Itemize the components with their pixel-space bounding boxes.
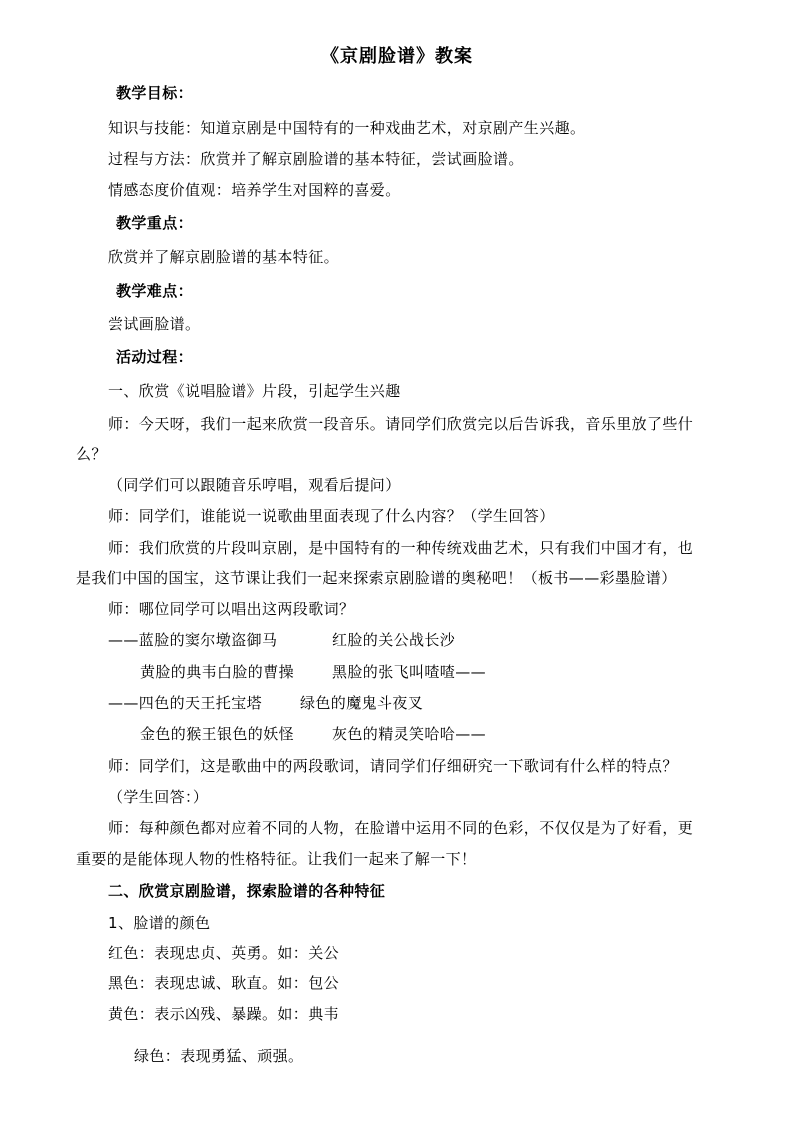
- paragraph-8-line-2: 重要的是能体现人物的性格特征。让我们一起来了解一下！: [76, 850, 477, 868]
- step1-heading: 一、欣赏《说唱脸谱》片段，引起学生兴趣: [108, 382, 401, 400]
- difficulty-text: 尝试画脸谱。: [108, 315, 201, 333]
- lyric-line-2a: 黄脸的典韦白脸的曹操: [140, 663, 295, 681]
- paragraph-1-line-1: 师：今天呀，我们一起来欣赏一段音乐。请同学们欣赏完以后告诉我，音乐里放了些什: [108, 415, 694, 433]
- color-black: 黑色：表现忠诚、耿直。如：包公: [108, 974, 340, 992]
- lyric-line-1a: ——蓝脸的窦尔墩盗御马: [108, 631, 278, 649]
- lyric-line-2b: 黑脸的张飞叫喳喳——: [332, 663, 487, 681]
- goals-heading: 教学目标：: [116, 84, 194, 102]
- goal-knowledge: 知识与技能：知道京剧是中国特有的一种戏曲艺术，对京剧产生兴趣。: [108, 119, 586, 137]
- lyric-line-3a: ——四色的天王托宝塔: [108, 694, 263, 712]
- step2-heading: 二、欣赏京剧脸谱，探索脸谱的各种特征: [108, 882, 386, 900]
- document-title: 《京剧脸谱》教案: [321, 46, 473, 67]
- lyric-line-1b: 红脸的关公战长沙: [332, 631, 456, 649]
- paragraph-2: （同学们可以跟随音乐哼唱，观看后提问）: [108, 476, 401, 494]
- color-green: 绿色：表现勇猛、顽强。: [134, 1047, 304, 1065]
- paragraph-3: 师：同学们，谁能说一说歌曲里面表现了什么内容？（学生回答）: [108, 507, 555, 525]
- paragraph-5: 师：哪位同学可以唱出这两段歌词？: [108, 600, 355, 618]
- paragraph-7: （学生回答：）: [108, 788, 209, 806]
- paragraph-1-line-2: 么？: [76, 445, 107, 463]
- paragraph-4-line-1: 师：我们欣赏的片段叫京剧，是中国特有的一种传统戏曲艺术，只有我们中国才有，也: [108, 539, 694, 557]
- paragraph-8-line-1: 师：每种颜色都对应着不同的人物，在脸谱中运用不同的色彩，不仅仅是为了好看，更: [108, 819, 694, 837]
- lyric-line-3b: 绿色的魔鬼斗夜叉: [300, 694, 424, 712]
- key-text: 欣赏并了解京剧脸谱的基本特征。: [108, 248, 340, 266]
- goal-process: 过程与方法：欣赏并了解京剧脸谱的基本特征，尝试画脸谱。: [108, 150, 524, 168]
- subheading-colors: 1、脸谱的颜色: [108, 914, 211, 932]
- lyric-line-4a: 金色的猴王银色的妖怪: [140, 725, 295, 743]
- goal-attitude: 情感态度价值观：培养学生对国粹的喜爱。: [108, 181, 401, 199]
- lyric-line-4b: 灰色的精灵笑哈哈——: [332, 725, 487, 743]
- color-red: 红色：表现忠贞、英勇。如：关公: [108, 944, 340, 962]
- key-heading: 教学重点：: [116, 214, 194, 232]
- color-yellow: 黄色：表示凶残、暴躁。如：典韦: [108, 1005, 340, 1023]
- paragraph-6: 师：同学们，这是歌曲中的两段歌词，请同学们仔细研究一下歌词有什么样的特点？: [108, 757, 678, 775]
- paragraph-4-line-2: 是我们中国的国宝，这节课让我们一起来探索京剧脸谱的奥秘吧！（板书——彩墨脸谱）: [76, 569, 677, 587]
- difficulty-heading: 教学难点：: [116, 282, 194, 300]
- process-heading: 活动过程：: [116, 348, 194, 366]
